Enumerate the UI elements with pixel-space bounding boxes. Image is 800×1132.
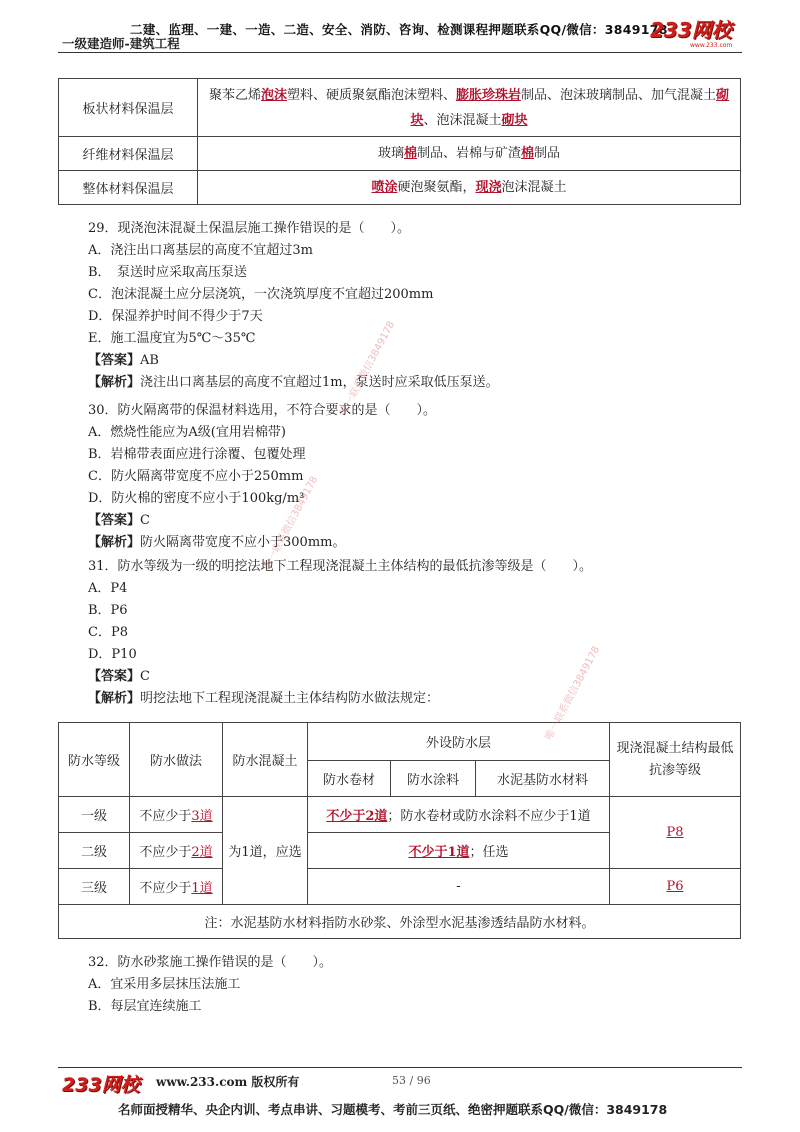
option-d: D．P10 <box>88 647 137 662</box>
analysis-label: 【解析】 <box>88 691 141 706</box>
question-30 <box>88 400 436 554</box>
highlight-term: 膨胀珍珠岩 <box>456 87 522 103</box>
option-d: D．保湿养护时间不得少于7天 <box>88 309 263 324</box>
analysis-line <box>88 532 436 554</box>
footer-promo-text: 名师面授精华、央企内训、考点串讲、习题模考、考前三页纸、绝密押题联系QQ/微信：3849178 <box>118 1102 668 1117</box>
cell-level: 三级 <box>59 869 130 905</box>
answer-line <box>88 510 436 532</box>
text-segment: 泡沫混凝土 <box>501 180 567 195</box>
row-desc <box>198 137 741 171</box>
option-b: B．岩棉带表面应进行涂覆、包覆处理 <box>88 447 306 462</box>
header-coating: 防水涂料 <box>391 761 476 797</box>
header-method: 防水做法 <box>130 723 223 797</box>
option-a: A．燃烧性能应为A级(宜用岩棉带) <box>88 425 286 440</box>
option-a: A．宜采用多层抹压法施工 <box>88 977 241 992</box>
method-highlight: 1道 <box>191 881 213 896</box>
analysis-text: 防火隔离带宽度不应小于300mm。 <box>140 535 346 550</box>
grade-value: P8 <box>666 825 684 840</box>
waterproof-table <box>58 722 741 939</box>
header-divider <box>58 52 742 53</box>
cell-level: 一级 <box>59 797 130 833</box>
option-c: C．泡沫混凝土应分层浇筑，一次浇筑厚度不宜超过200mm <box>88 287 434 302</box>
text-segment: 玻璃 <box>377 146 404 161</box>
question-stem: 29．现浇泡沫混凝土保温层施工操作错误的是（ ）。 <box>88 221 411 236</box>
page-number: 53 / 96 <box>392 1074 431 1087</box>
header-subtitle: 一级建造师-建筑工程 <box>62 36 180 51</box>
option-c: C．P8 <box>88 625 128 640</box>
cell-method <box>130 797 223 833</box>
watermark-text: 唯一联系微信3849178 <box>543 644 603 743</box>
cell-method <box>130 833 223 869</box>
header-membrane: 防水卷材 <box>308 761 391 797</box>
analysis-text: 浇注出口离基层的高度不宜超过1m，泵送时应采取低压泵送。 <box>140 375 499 390</box>
answer-value: C <box>140 669 150 684</box>
brand-logo: 233网校 <box>650 18 732 42</box>
footer-divider <box>58 1067 742 1068</box>
highlight-term: 棉 <box>521 146 535 161</box>
answer-line <box>88 666 592 688</box>
analysis-text: 明挖法地下工程现浇混凝土主体结构防水做法规定： <box>140 691 440 706</box>
text-segment: 聚苯乙烯 <box>208 87 261 103</box>
method-text: 不应少于 <box>139 845 192 860</box>
highlight-term: 现浇 <box>475 180 502 195</box>
grade-value: P6 <box>666 879 684 894</box>
header-external: 外设防水层 <box>308 723 610 761</box>
text-segment: 硬泡聚氨酯， <box>397 180 476 195</box>
answer-label: 【答案】 <box>88 513 141 528</box>
option-b: B．P6 <box>88 603 128 618</box>
watermark-text: 唯一联系微信3849178 <box>338 319 398 418</box>
text-segment: 、泡沫混凝土 <box>423 112 502 128</box>
cell-level: 二级 <box>59 833 130 869</box>
question-stem: 30．防火隔离带的保温材料选用，不符合要求的是（ ）。 <box>88 403 437 418</box>
option-a: A．P4 <box>88 581 128 596</box>
highlight-term: 棉 <box>403 146 417 161</box>
option-c: C．防火隔离带宽度不应小于250mm <box>88 469 304 484</box>
analysis-line <box>88 372 499 394</box>
cell-concrete: 为1道，应选 <box>223 797 308 905</box>
insulation-material-table <box>58 78 741 205</box>
text-segment: 制品 <box>534 146 561 161</box>
option-a: A．浇注出口离基层的高度不宜超过3m <box>88 243 313 258</box>
analysis-label: 【解析】 <box>88 375 141 390</box>
external-highlight: 不少于2道 <box>326 809 388 824</box>
cell-method <box>130 869 223 905</box>
cell-grade <box>610 869 741 905</box>
method-highlight: 3道 <box>191 809 213 824</box>
option-b: B． 泵送时应采取高压泵送 <box>88 265 248 280</box>
question-29 <box>88 218 499 394</box>
question-32 <box>88 952 332 1018</box>
analysis-label: 【解析】 <box>88 535 141 550</box>
question-stem: 31．防水等级为一级的明挖法地下工程现浇混凝土主体结构的最低抗渗等级是（ ）。 <box>88 559 593 574</box>
text-segment: 制品、泡沫玻璃制品、加气混凝土 <box>521 87 717 103</box>
watermark-text: 唯一联系微信3849178 <box>261 474 321 573</box>
answer-label: 【答案】 <box>88 669 141 684</box>
external-text: ；任选 <box>469 845 509 860</box>
row-name: 板状材料保温层 <box>59 79 198 137</box>
table-note-row <box>59 905 741 939</box>
cell-external: - <box>308 869 610 905</box>
highlight-term: 砌块 <box>501 112 528 128</box>
row-name: 纤维材料保温层 <box>59 137 198 171</box>
table-row <box>59 137 741 171</box>
question-stem: 32．防水砂浆施工操作错误的是（ ）。 <box>88 955 333 970</box>
table-row <box>59 797 741 833</box>
highlight-term: 泡沫 <box>260 87 287 103</box>
table-row <box>59 171 741 205</box>
method-highlight: 2道 <box>191 845 213 860</box>
brand-logo-url: www.233.com <box>690 42 733 49</box>
answer-label: 【答案】 <box>88 353 141 368</box>
header-cement: 水泥基防水材料 <box>476 761 610 797</box>
row-name: 整体材料保温层 <box>59 171 198 205</box>
row-desc <box>198 79 741 137</box>
row-desc <box>198 171 741 205</box>
header-concrete: 防水混凝土 <box>223 723 308 797</box>
header-grade: 现浇混凝土结构最低抗渗等级 <box>610 723 741 797</box>
table-note: 注：水泥基防水材料指防水砂浆、外涂型水泥基渗透结晶防水材料。 <box>59 905 741 939</box>
cell-external <box>308 797 610 833</box>
footer-logo: 233网校 <box>62 1074 140 1096</box>
cell-grade <box>610 797 741 869</box>
method-text: 不应少于 <box>139 809 192 824</box>
highlight-term: 喷涂 <box>371 180 398 195</box>
text-segment: 塑料、硬质聚氨酯泡沫塑料、 <box>286 87 456 103</box>
option-e: E．施工温度宜为5℃～35℃ <box>88 331 256 346</box>
method-text: 不应少于 <box>139 881 192 896</box>
external-highlight: 不少于1道 <box>408 845 470 860</box>
table-header-row <box>59 723 741 761</box>
analysis-line <box>88 688 592 710</box>
table-row <box>59 79 741 137</box>
header-promo-text: 二建、监理、一建、一造、二造、安全、消防、咨询、检测课程押题联系QQ/微信：3849178 <box>130 22 668 37</box>
question-31 <box>88 556 592 710</box>
header-level: 防水等级 <box>59 723 130 797</box>
cell-external <box>308 833 610 869</box>
table-row <box>59 869 741 905</box>
highlight-term: 砌块 <box>410 87 730 128</box>
answer-value: AB <box>140 353 159 368</box>
answer-line <box>88 350 499 372</box>
footer-copyright[interactable]: www.233.com 版权所有 <box>156 1075 300 1089</box>
option-d: D．防火棉的密度不应小于100kg/m³ <box>88 491 305 506</box>
text-segment: 制品、岩棉与矿渣 <box>416 146 521 161</box>
answer-value: C <box>140 513 150 528</box>
external-text: ；防水卷材或防水涂料不应少于1道 <box>387 809 591 824</box>
option-b: B．每层宜连续施工 <box>88 999 202 1014</box>
